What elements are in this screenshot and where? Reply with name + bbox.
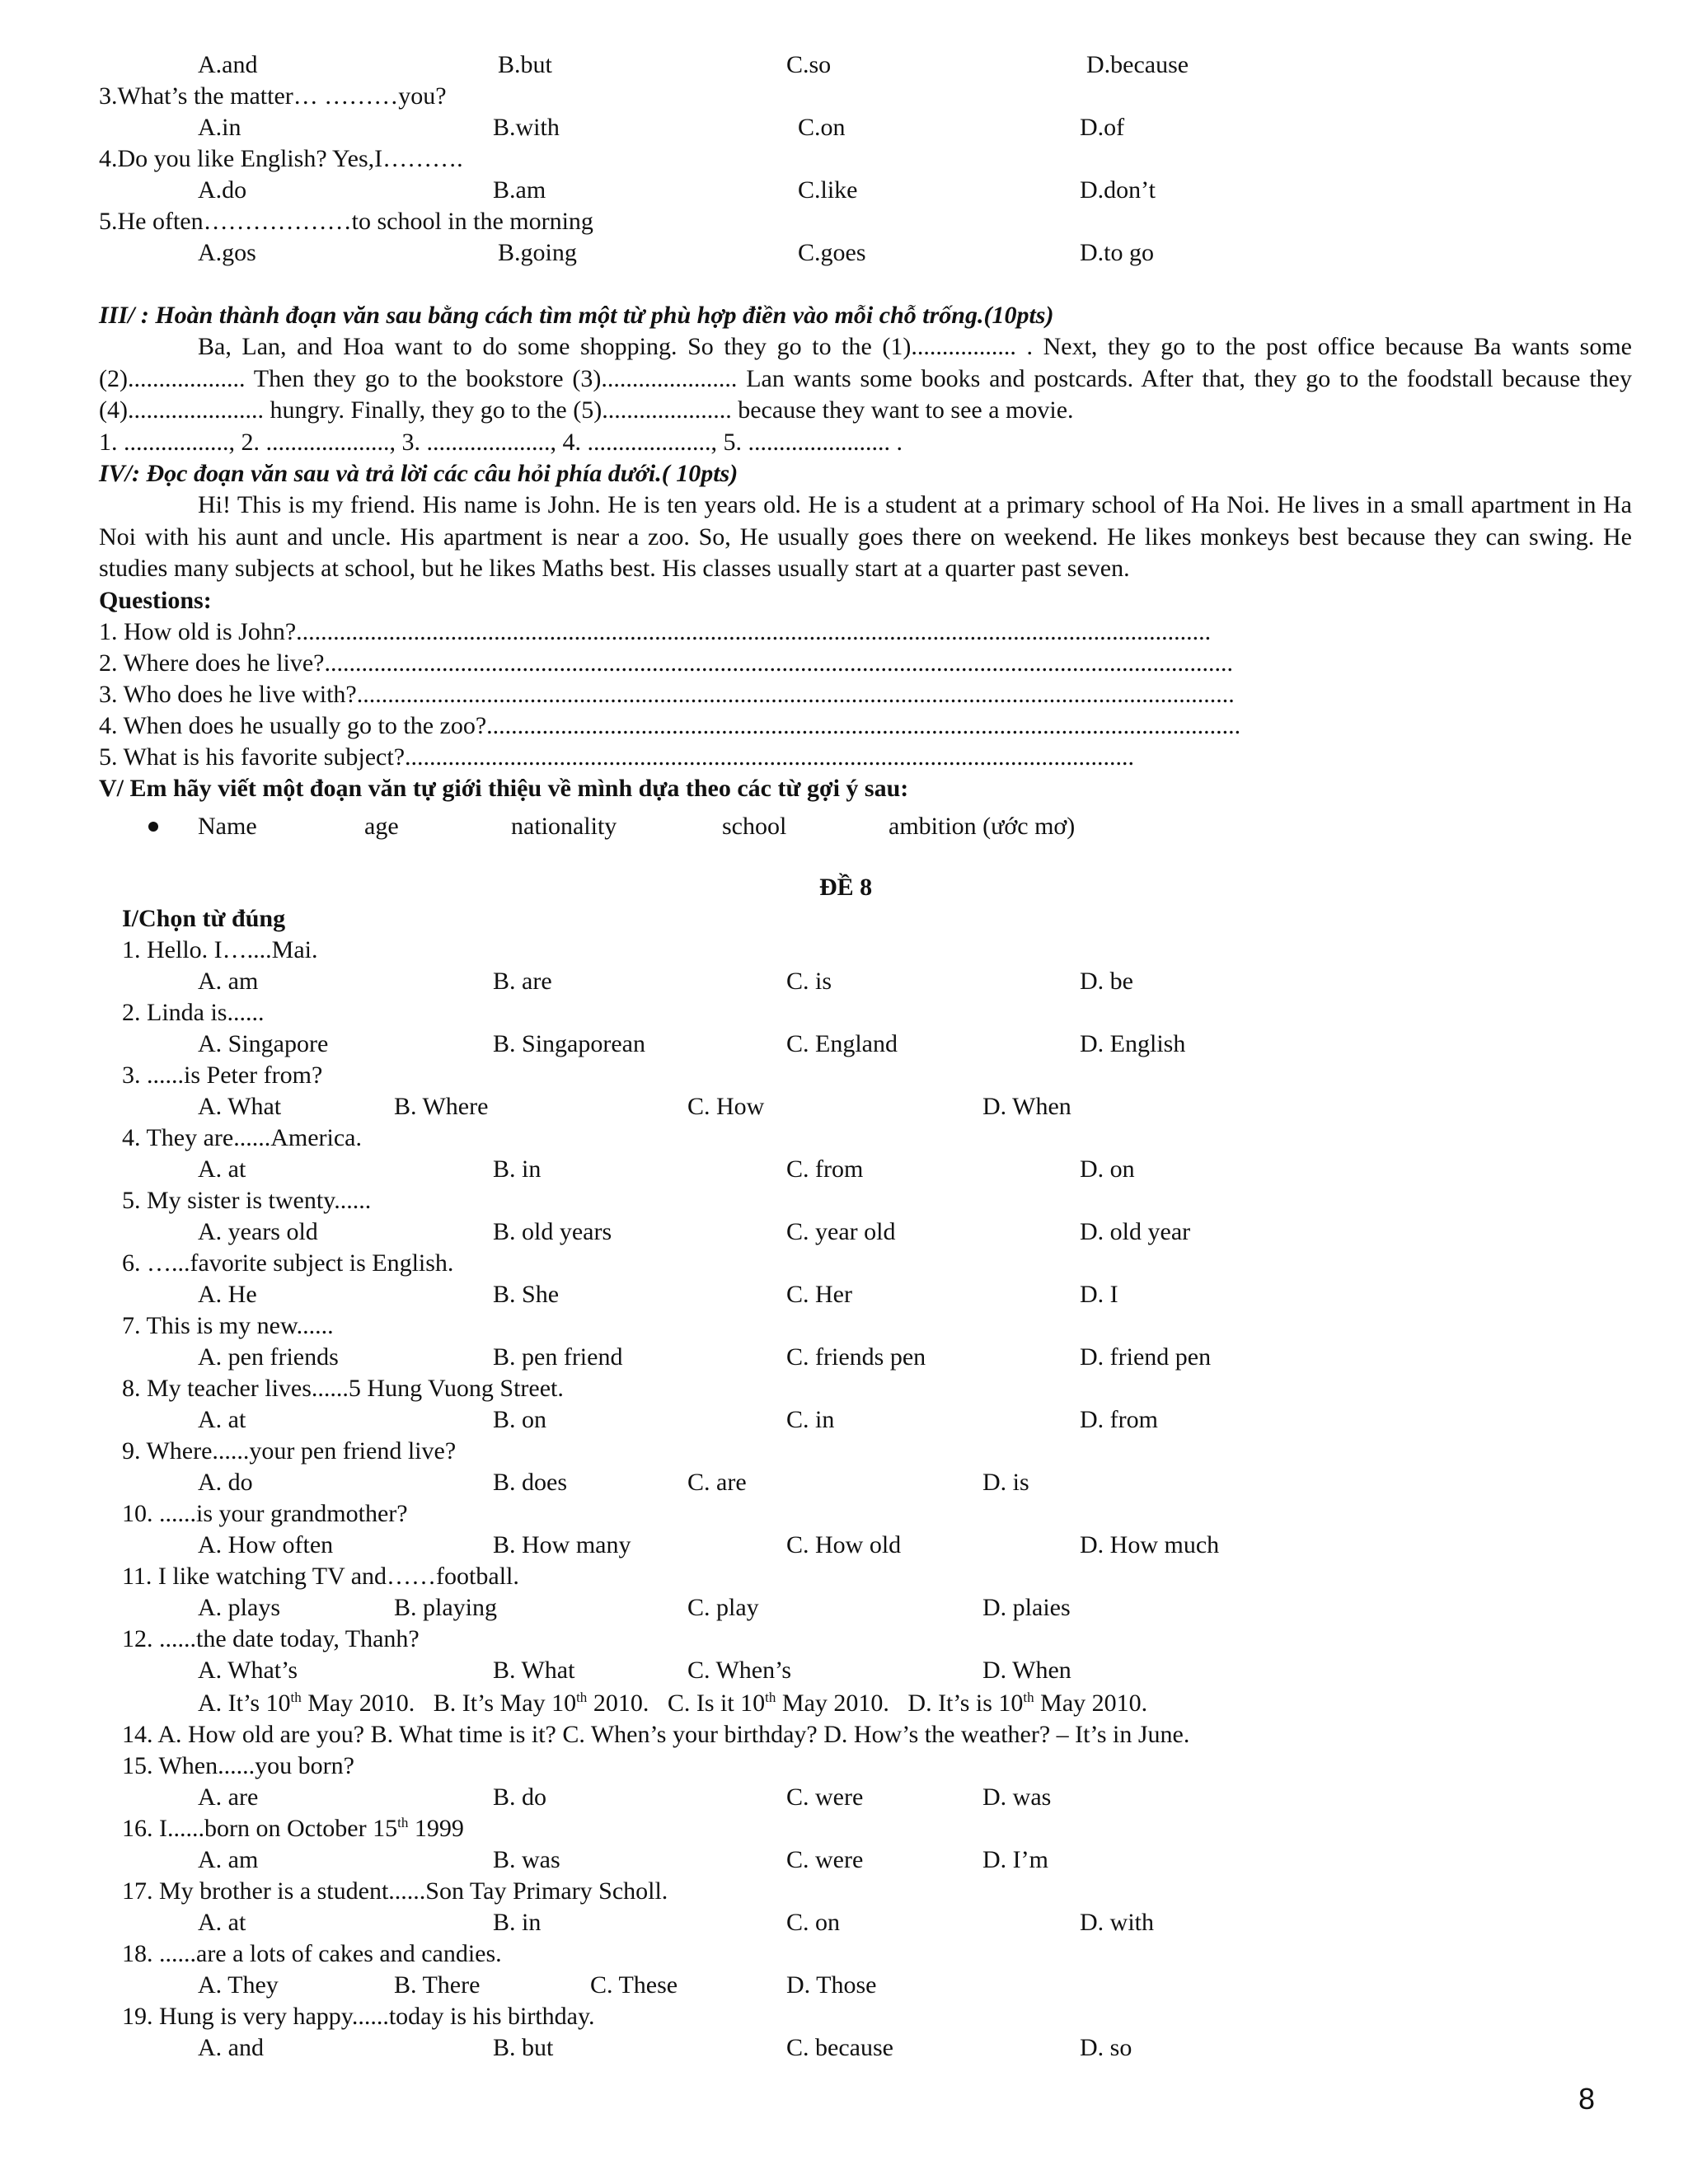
option-c: C. friends pen <box>786 1343 926 1371</box>
question-stem: 2. Linda is...... <box>122 999 265 1026</box>
option-d: D.don’t <box>1080 176 1156 204</box>
option-c: C. because <box>786 2034 893 2061</box>
option-a: A. at <box>198 1909 246 1936</box>
option-c: C. are <box>687 1469 747 1496</box>
option-a: A. It’s 10th May 2010. <box>198 1690 415 1717</box>
option-b: B. What <box>493 1657 575 1684</box>
option-a: A. am <box>198 1846 259 1873</box>
option-c: C.on <box>798 114 846 141</box>
option-b: B.am <box>493 176 546 204</box>
question-stem: 4.Do you like English? Yes,I………. <box>99 145 463 172</box>
question-stem: 5.He often………………to school in the morning <box>99 208 593 235</box>
option-c: C.so <box>786 51 832 78</box>
option-d: D. When <box>982 1093 1071 1120</box>
option-c: C.like <box>798 176 858 204</box>
option-d: D.because <box>1086 51 1189 78</box>
option-b: B. do <box>493 1783 547 1811</box>
question-stem: 7. This is my new...... <box>122 1312 334 1339</box>
option-a: A. years old <box>198 1218 318 1245</box>
option-d: D. is <box>982 1469 1029 1496</box>
option-d: D. old year <box>1080 1218 1191 1245</box>
option-c: C. on <box>786 1909 841 1936</box>
option-b: B. How many <box>493 1531 631 1558</box>
option-a: A. How often <box>198 1531 334 1558</box>
option-a: A. Singapore <box>198 1030 329 1057</box>
hint-word: age <box>364 813 399 840</box>
option-d: D. I <box>1080 1281 1118 1308</box>
question-stem: 3. ......is Peter from? <box>122 1062 323 1089</box>
option-d: D. How much <box>1080 1531 1220 1558</box>
option-b: B.but <box>498 51 552 78</box>
question-stem: 6. …...favorite subject is English. <box>122 1249 454 1277</box>
question-stem: 11. I like watching TV and……football. <box>122 1563 519 1590</box>
option-d: D. with <box>1080 1909 1154 1936</box>
option-c: C.goes <box>798 239 866 266</box>
question-line: 4. When does he usually go to the zoo?.......................................................................................................................... <box>99 712 1241 739</box>
option-c: C. Her <box>786 1281 852 1308</box>
hint-word: nationality <box>511 813 617 840</box>
option-a: A.in <box>198 114 241 141</box>
option-c: C. in <box>786 1406 835 1433</box>
option-d: D. When <box>982 1657 1071 1684</box>
answer-blanks: 1. ................., 2. ...................., 3. ...................., 4. ...................., 5. ....................... . <box>99 429 903 456</box>
question-stem: 19. Hung is very happy......today is his birthday. <box>122 2003 595 2030</box>
hint-word: ambition (ước mơ) <box>889 813 1076 840</box>
option-b: B. There <box>394 1971 481 1999</box>
hint-word: Name <box>198 813 257 840</box>
option-d: D. so <box>1080 2034 1132 2061</box>
option-a: A. plays <box>198 1594 280 1621</box>
option-a: A. They <box>198 1971 279 1999</box>
question-stem: 1. Hello. I…....Mai. <box>122 936 318 963</box>
option-c: C. How <box>687 1093 765 1120</box>
option-a: A. pen friends <box>198 1343 339 1371</box>
option-a: A. and <box>198 2034 264 2061</box>
option-a: A. What’s <box>198 1657 298 1684</box>
question-stem: 12. ......the date today, Thanh? <box>122 1625 420 1652</box>
question-stem: 15. When......you born? <box>122 1752 354 1779</box>
option-d: D. I’m <box>982 1846 1048 1873</box>
section-heading: I/Chọn từ đúng <box>122 905 286 932</box>
option-d: D. be <box>1080 968 1133 995</box>
option-b: B. but <box>493 2034 554 2061</box>
exam-title: ĐỀ 8 <box>819 874 873 901</box>
question-stem: 4. They are......America. <box>122 1124 362 1151</box>
question-stem: 8. My teacher lives......5 Hung Vuong Street. <box>122 1375 564 1402</box>
option-b: B. It’s May 10th 2010. <box>433 1690 649 1717</box>
option-b: B.with <box>493 114 560 141</box>
option-b: B. was <box>493 1846 560 1873</box>
option-c: C. were <box>786 1783 864 1811</box>
option-c: C. When’s <box>687 1657 792 1684</box>
section-heading: V/ Em hãy viết một đoạn văn tự giới thiệu về mình dựa theo các từ gợi ý sau: <box>99 775 909 802</box>
question-line: 1. How old is John?.................................................................................................................................................... <box>99 618 1212 645</box>
option-c: C. Is it 10th May 2010. <box>667 1690 889 1717</box>
option-a: A.gos <box>198 239 256 266</box>
option-d: D.of <box>1080 114 1125 141</box>
questions-label: Questions: <box>99 587 212 614</box>
option-a: A. are <box>198 1783 259 1811</box>
question-stem: 18. ......are a lots of cakes and candies. <box>122 1940 502 1967</box>
option-b: B. are <box>493 968 552 995</box>
question-stem: 10. ......is your grandmother? <box>122 1500 408 1527</box>
option-d: D. was <box>982 1783 1052 1811</box>
option-a: A. at <box>198 1155 246 1183</box>
option-a: A. am <box>198 968 259 995</box>
question-line: 3. Who does he live with?.............................................................................................................................................. <box>99 681 1235 708</box>
option-c: C. England <box>786 1030 898 1057</box>
option-b: B. pen friend <box>493 1343 623 1371</box>
option-b: B. playing <box>394 1594 497 1621</box>
option-d: D. plaies <box>982 1594 1071 1621</box>
section-heading: IV/: Đọc đoạn văn sau và trả lời các câu hỏi phía dưới.( 10pts) <box>99 460 738 487</box>
option-a: A. at <box>198 1406 246 1433</box>
option-c: C. These <box>590 1971 678 1999</box>
option-a: A.and <box>198 51 258 78</box>
question-stem: 17. My brother is a student......Son Tay Primary Scholl. <box>122 1877 668 1905</box>
question-stem: 16. I......born on October 15th 1999 <box>122 1815 464 1842</box>
question-stem: 9. Where......your pen friend live? <box>122 1437 457 1465</box>
option-d: D. from <box>1080 1406 1158 1433</box>
reading-paragraph: Hi! This is my friend. His name is John. He is ten years old. He is a student at a primary school of Ha Noi. He lives in a small apartment in Ha Noi with his aunt and uncle. His apartment is near a zoo. So, He usually goes there on weekend. He likes monkeys best because they can swing. He studies many subjects at school, but he likes Maths best. His classes usually start at a quarter past seven. <box>99 491 1632 582</box>
page-number: 8 <box>1578 2082 1596 2116</box>
question-stem: 5. My sister is twenty...... <box>122 1187 372 1214</box>
option-c: C. were <box>786 1846 864 1873</box>
option-c: C. from <box>786 1155 864 1183</box>
option-b: B.going <box>498 239 577 266</box>
option-c: C. play <box>687 1594 759 1621</box>
option-d: D. It’s is 10th May 2010. <box>907 1690 1148 1717</box>
question-line: 2. Where does he live?................................................................................................................................................... <box>99 649 1234 677</box>
question-line: 5. What is his favorite subject?...................................................................................................................... <box>99 743 1135 771</box>
option-b: B. on <box>493 1406 547 1433</box>
option-d: D. friend pen <box>1080 1343 1212 1371</box>
option-b: B. old years <box>493 1218 612 1245</box>
option-a: A. do <box>198 1469 253 1496</box>
option-a: A. What <box>198 1093 282 1120</box>
bullet-icon <box>148 822 158 832</box>
option-c: C. year old <box>786 1218 896 1245</box>
option-d: D. Those <box>786 1971 877 1999</box>
option-c: C. How old <box>786 1531 902 1558</box>
option-b: B. She <box>493 1281 560 1308</box>
option-a: A. He <box>198 1281 257 1308</box>
option-d: D. English <box>1080 1030 1186 1057</box>
option-c: C. is <box>786 968 832 995</box>
option-b: B. does <box>493 1469 567 1496</box>
fill-in-paragraph: Ba, Lan, and Hoa want to do some shopping. So they go to the (1)................. . Next, they go to the post office because Ba wants some (2)................... Then they go to the bookstore (3)...................... Lan wants some books and postcards. After that, they go to the foodstall because they (4)...................... hungry. Finally, they go to the (5)..................... because they want to see a movie. <box>99 333 1632 424</box>
question-14: 14. A. How old are you? B. What time is it? C. When’s your birthday? D. How’s the weather? – It’s in June. <box>122 1721 1190 1748</box>
option-d: D. on <box>1080 1155 1135 1183</box>
hint-word: school <box>722 813 787 840</box>
option-b: B. in <box>493 1155 542 1183</box>
option-b: B. Where <box>394 1093 489 1120</box>
section-heading: III/ : Hoàn thành đoạn văn sau bằng cách tìm một từ phù hợp điền vào mỗi chỗ trống.(10pts) <box>99 302 1054 329</box>
option-a: A.do <box>198 176 247 204</box>
question-13-options <box>198 1688 1147 1719</box>
option-b: B. Singaporean <box>493 1030 645 1057</box>
option-b: B. in <box>493 1909 542 1936</box>
option-d: D.to go <box>1080 239 1154 266</box>
question-stem: 3.What’s the matter… ………you? <box>99 82 447 110</box>
